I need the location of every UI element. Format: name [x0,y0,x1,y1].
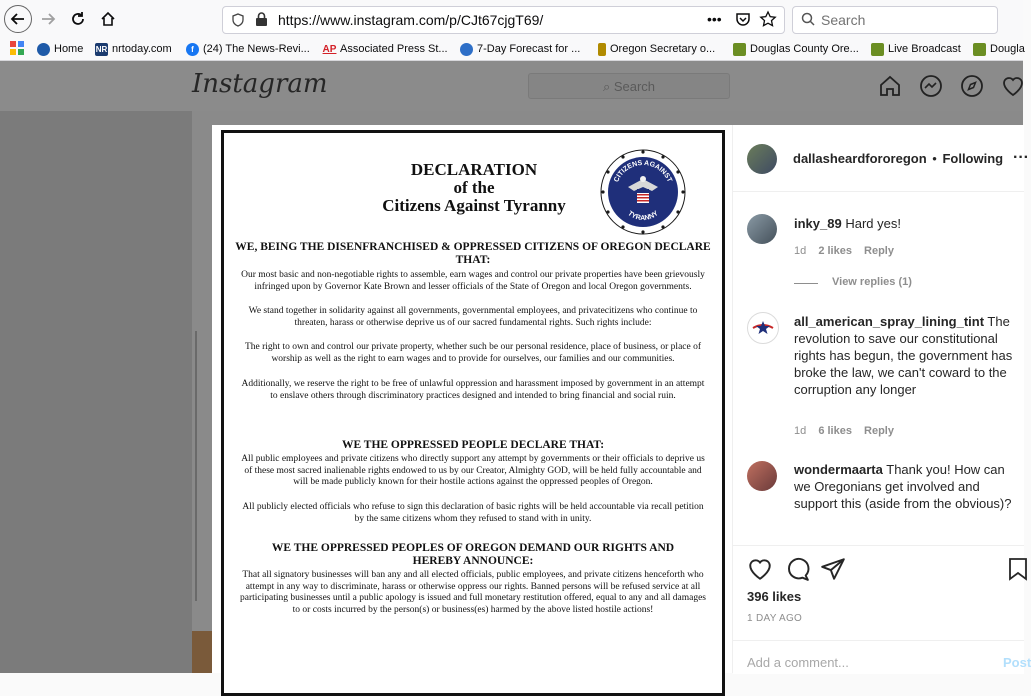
bookmark-label: Oregon Secretary o... [610,43,716,55]
bookmark-forecast[interactable] [460,41,580,57]
post-modal [212,125,1031,673]
oregon-icon [598,43,606,56]
browser-toolbar [0,0,1023,39]
background-thumbnail [192,631,212,673]
section-heading: WE, BEING THE DISENFRANCHISED & OPPRESSED CITIZENS OF OREGON DECLARE THAT: [235,241,711,266]
reply-button[interactable]: Reply [864,425,894,437]
star-logo-icon [751,316,775,340]
search-icon [801,12,815,26]
declaration-document [221,130,725,696]
title-line: of the [453,178,495,197]
document-paragraph: That all signatory businesses will ban any and all elected officials, public employees, and private citizens henceforth who attempt in any way to discriminate, harass or otherwise oppress our rights. Banned persons will be refused service at all participating businesses until a public apology is issued and full monetary restitution offered, equal to any and all damages to or costs incurred by the person(s) or business(es) harmed by the above listed hostile actions! [240,570,707,615]
comment-likes[interactable]: 2 likes [818,245,852,257]
heart-activity-icon[interactable] [1001,74,1025,98]
browser-search-input[interactable] [792,6,998,34]
comment-username[interactable]: inky_89 [794,216,842,231]
bookmark-nrtoday[interactable] [95,41,172,57]
document-paragraph: Additionally, we reserve the right to be free of unlawful oppression and harassment imposed by government in an attempt to enslave others through discriminatory practices designed and intended to bring financial and social ruin. [241,379,705,401]
post-image[interactable] [212,125,732,673]
document-paragraph: The right to own and control our private property, whether such be our personal residence, place of business, or place of worship as well as the right to earn wages and to provide for ourselves, our families and our communities. [244,342,702,364]
shield-icon [231,13,245,27]
like-count[interactable]: 396 likes [747,589,802,604]
arrow-right-icon [40,11,56,27]
section-heading: WE THE OPPRESSED PEOPLES OF OREGON DEMAND OUR RIGHTS AND HEREBY ANNOUNCE: [271,542,675,567]
section-heading: WE THE OPPRESSED PEOPLE DECLARE THAT: [341,439,605,451]
bookmark-label: Dougla [990,43,1025,55]
reload-icon [70,11,86,27]
comment-text [794,313,1014,398]
back-button[interactable] [4,5,32,33]
home-icon[interactable] [878,74,902,98]
reload-button[interactable] [64,5,92,33]
bookmark-label: nrtoday.com [112,43,172,55]
comment-likes[interactable]: 6 likes [818,425,852,437]
comment-body: The revolution to save our constitutional rights has begun, the government has broke the law, we can't coward to the corruption any longer [794,314,1013,397]
bookmark-oregon-secretary[interactable] [598,41,715,57]
avatar[interactable] [747,144,777,174]
title-line: Citizens Against Tyranny [382,196,566,215]
title-line: DECLARATION [410,160,538,179]
post-side-panel [732,125,1031,673]
instagram-logo[interactable]: Instagram [192,69,328,99]
post-actions-section [733,545,1031,674]
ap-icon: AP [322,43,337,55]
browser-search-placeholder: Search [821,12,866,28]
county-seal-icon [871,43,884,56]
post-comment-button[interactable]: Post [1003,655,1031,670]
bookmark-label: Home [54,43,84,55]
comment-username[interactable]: wondermaarta [794,462,883,477]
instagram-search-placeholder: ⌕ Search [602,79,656,94]
instagram-search-input[interactable] [528,73,730,99]
bookmark-label: Douglas County Ore... [750,43,859,55]
post-author-username[interactable]: dallasheardfororegon [793,151,927,166]
globe-icon [37,43,50,56]
document-paragraph: Our most basic and non-negotiable rights to assemble, earn wages and control our private properties have been grievously infringed upon by Governor Kate Brown and lesser officials of the State of Oregon and local Oregon governments. [241,270,705,292]
arrow-left-icon [10,11,26,27]
bookmark-home[interactable] [37,41,83,57]
avatar[interactable] [747,214,777,244]
pocket-icon[interactable] [735,12,751,27]
bookmark-live-broadcast[interactable] [871,41,961,57]
avatar[interactable] [747,312,779,344]
document-paragraph: We stand together in solidarity against all governments, governmental employees, and privatecitizens who continue to threaten, harass or otherwise deprive us of our sacred fundamental rights. Such rights include: [248,306,698,328]
share-paper-plane-icon[interactable] [820,556,846,582]
document-title [324,161,624,215]
bookmark-douglas[interactable] [973,41,1025,57]
svg-text:TYRANNY: TYRANNY [626,210,660,223]
follow-status-button[interactable]: Following [942,151,1004,166]
home-icon [100,11,116,27]
comment-age: 1d [794,425,807,437]
messenger-icon[interactable] [919,74,943,98]
view-replies-button[interactable]: View replies (1) [832,276,912,288]
home-button[interactable] [94,5,122,33]
bookmark-label: (24) The News-Revi... [203,43,310,55]
add-comment-input[interactable]: Add a comment... [747,655,849,670]
explore-compass-icon[interactable] [960,74,984,98]
post-options-button[interactable]: ··· [1013,149,1029,166]
url-text: https://www.instagram.com/p/CJt67cjgT69/ [278,12,544,28]
like-heart-icon[interactable] [747,556,773,582]
comment-body: Thank you! How can we Oregonians get involved and support this (aside from the obvious)? [794,462,1012,511]
bookmark-label: 7-Day Forecast for ... [477,43,581,55]
bookmark-douglas-county[interactable] [733,41,859,57]
comment-body: Hard yes! [845,216,901,231]
bookmark-label: Live Broadcast [888,43,961,55]
county-seal-icon [733,43,746,56]
page-actions-button[interactable]: ••• [707,11,722,27]
facebook-icon: f [186,43,199,56]
avatar[interactable] [747,461,777,491]
background-divider [195,331,197,601]
apps-grid-icon[interactable] [10,41,24,60]
bookmark-label: Associated Press St... [340,43,448,55]
comment-bubble-icon[interactable] [784,556,810,582]
separator-dot: • [932,151,937,166]
svg-text:CITIZENS AGAINST: CITIZENS AGAINST [613,159,673,184]
post-header [733,125,1029,192]
bookmark-news-review[interactable] [186,41,310,57]
post-timestamp[interactable]: 1 DAY AGO [747,613,803,624]
replies-divider [794,283,818,284]
instagram-header [0,61,1023,112]
bookmark-associated-press[interactable] [323,41,448,57]
comment-meta [794,245,894,257]
citizens-against-tyranny-seal [600,149,686,235]
nrtoday-icon: NR [95,44,108,54]
reply-button[interactable]: Reply [864,245,894,257]
comment-age: 1d [794,245,807,257]
post-author-line [793,151,1003,166]
document-paragraph: All publicly elected officials who refuse to sign this declaration of basic rights will be held accountable via recall petition by the same citizens whom they refused to stand with in unity. [242,502,704,524]
instagram-search-text: Search [613,79,656,94]
comment-username[interactable]: all_american_spray_lining_tint [794,314,985,329]
comment-text [794,215,1014,232]
lock-icon [255,12,268,27]
comment-meta [794,425,894,437]
forward-button[interactable] [34,5,62,33]
add-comment-bar [733,640,1031,675]
county-seal-icon [973,43,986,56]
weather-icon [460,43,473,56]
document-paragraph: All public employees and private citizens who directly support any attempt by governments or their officials to deprive us of these most sacred inalienable rights endowed to us by our Creator, Almighty GOD, will be held fully accountable and will be made publicly known for their hostile actions against the oppressed peoples of Oregon. [241,454,705,488]
comment-text [794,461,1014,512]
bookmark-save-icon[interactable] [1009,558,1024,580]
address-bar[interactable] [222,6,785,34]
bookmarks-toolbar [0,38,1023,61]
star-icon[interactable] [760,11,776,27]
